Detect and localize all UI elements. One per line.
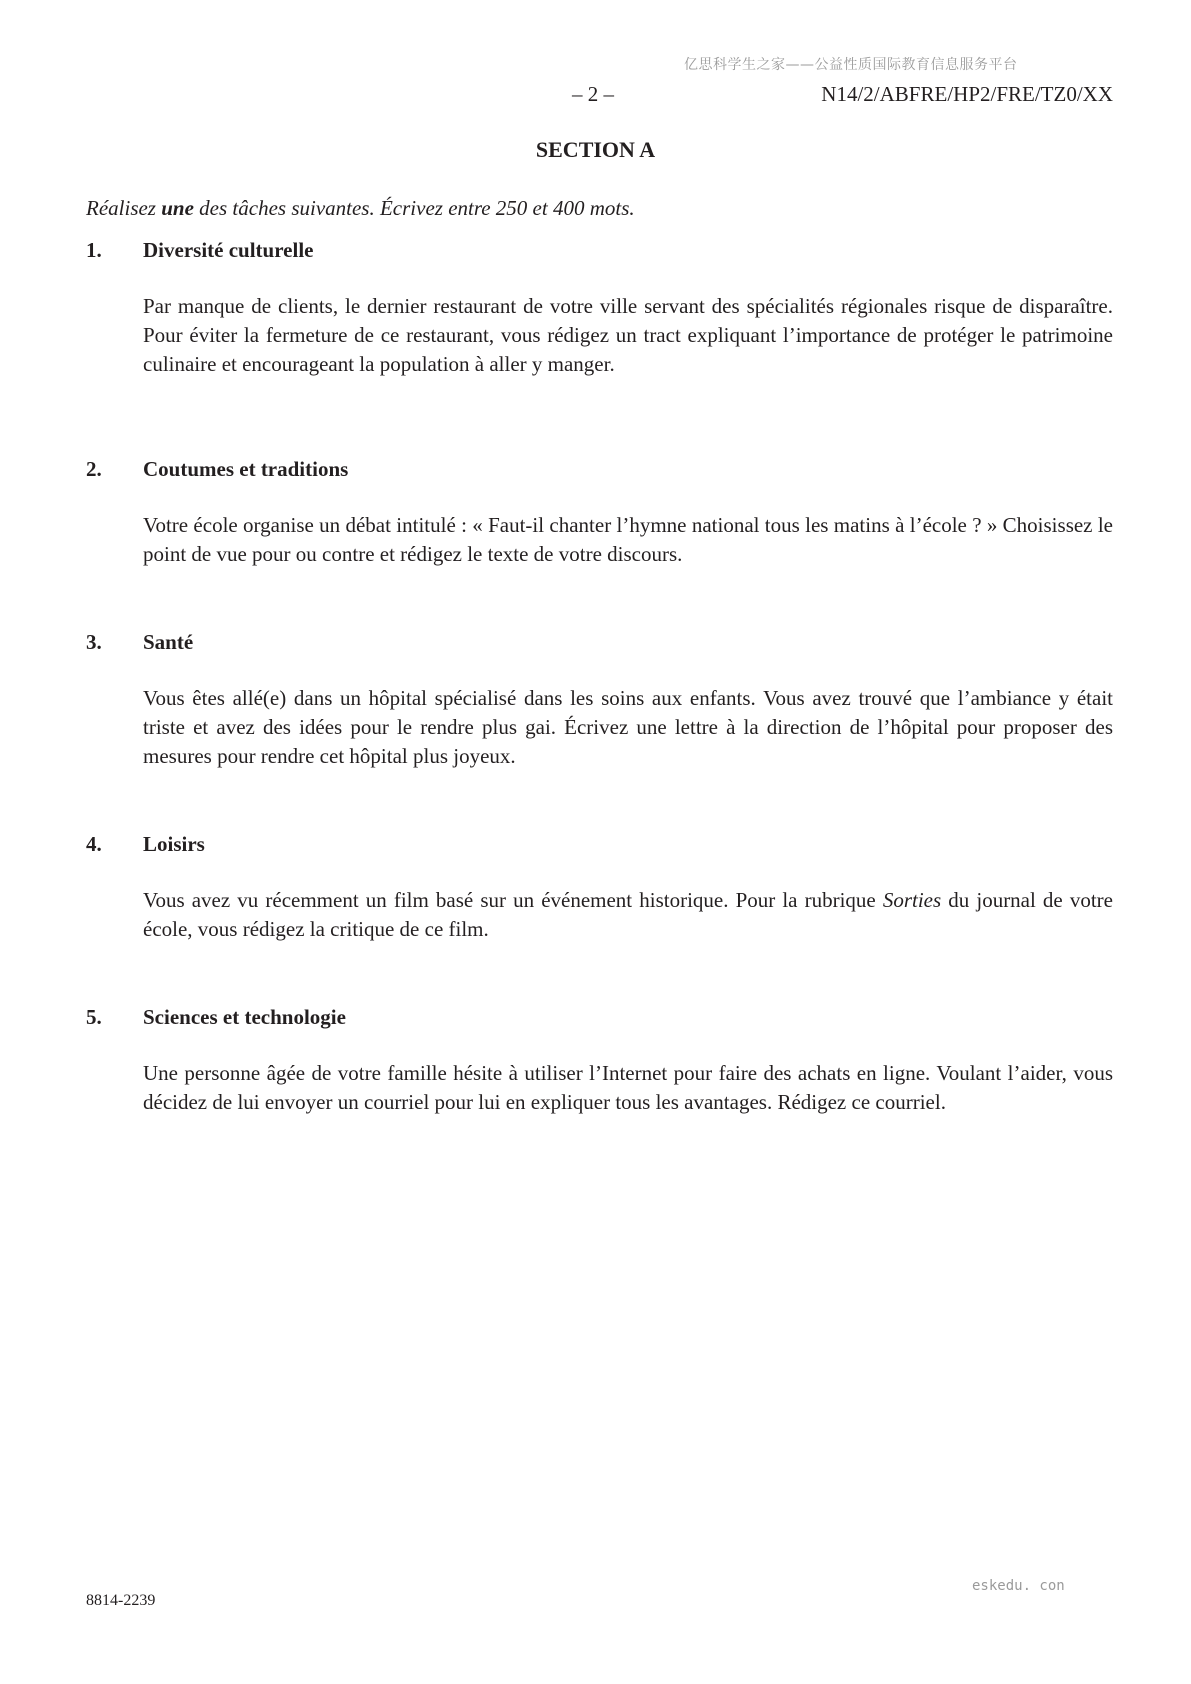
document-code: N14/2/ABFRE/HP2/FRE/TZ0/XX: [821, 82, 1113, 106]
section-title: SECTION A: [535, 137, 656, 162]
task-heading: [86, 1003, 1113, 1032]
instructions-emphasis: une: [161, 196, 194, 220]
task-title: Loisirs: [143, 832, 205, 856]
instructions-text-1: Réalisez: [86, 196, 162, 220]
task-title: Diversité culturelle: [143, 238, 314, 262]
task-body: Votre école organise un débat intitulé : « Faut-il chanter l’hymne national tous les matins à l’école ? » Choisissez le point de vue pour ou contre et rédigez le texte de votre discours.: [143, 513, 1113, 566]
task-3: [86, 628, 1113, 771]
watermark-bottom: eskedu. con: [972, 1578, 1065, 1594]
task-title: Santé: [143, 630, 194, 654]
task-number: 2.: [86, 457, 102, 481]
task-title: Coutumes et traditions: [143, 457, 349, 481]
task-body: Vous êtes allé(e) dans un hôpital spécialisé dans les soins aux enfants. Vous avez trouvé que l’ambiance y était triste et avez des idées pour le rendre plus gai. Écrivez une lettre à la direction de l’hôpital pour proposer des mesures pour rendre cet hôpital plus joyeux.: [143, 686, 1113, 768]
instructions-text-2: des tâches suivantes. Écrivez entre 250 et 400 mots.: [193, 196, 635, 220]
task-body-italic: Sorties: [882, 888, 942, 912]
instructions: [86, 196, 635, 221]
task-body: Par manque de clients, le dernier restaurant de votre ville servant des spécialités régionales risque de disparaître. Pour éviter la fermeture de ce restaurant, vous rédigez un tract expliquant l’importance de protéger le patrimoine culinaire et encourageant la population à aller y manger.: [143, 294, 1113, 376]
task-body: Une personne âgée de votre famille hésite à utiliser l’Internet pour faire des achats en ligne. Voulant l’aider, vous décidez de lui envoyer un courriel pour lui en expliquer tous les avantages. Rédigez ce courriel.: [143, 1061, 1113, 1114]
task-heading: [86, 628, 1113, 657]
task-number: 3.: [86, 630, 102, 654]
task-body: [143, 886, 1113, 944]
task-number: 5.: [86, 1005, 102, 1029]
task-heading: [86, 236, 1113, 265]
page-number: – 2 –: [572, 82, 614, 106]
task-body-text-2: du journal de votre école, vous rédigez la critique de ce film.: [143, 888, 1113, 941]
task-number: 1.: [86, 238, 102, 262]
task-heading: [86, 455, 1113, 484]
task-1: [86, 236, 1113, 379]
task-title: Sciences et technologie: [143, 1005, 346, 1029]
task-2: [86, 455, 1113, 569]
footer-code: 8814-2239: [86, 1592, 156, 1609]
watermark-top: 亿思科学生之家——公益性质国际教育信息服务平台: [684, 57, 1018, 73]
task-heading: [86, 830, 1113, 859]
task-body-text-1: Vous avez vu récemment un film basé sur un événement historique. Pour la rubrique: [143, 888, 883, 912]
task-4: [86, 830, 1113, 944]
task-5: [86, 1003, 1113, 1117]
task-number: 4.: [86, 832, 102, 856]
